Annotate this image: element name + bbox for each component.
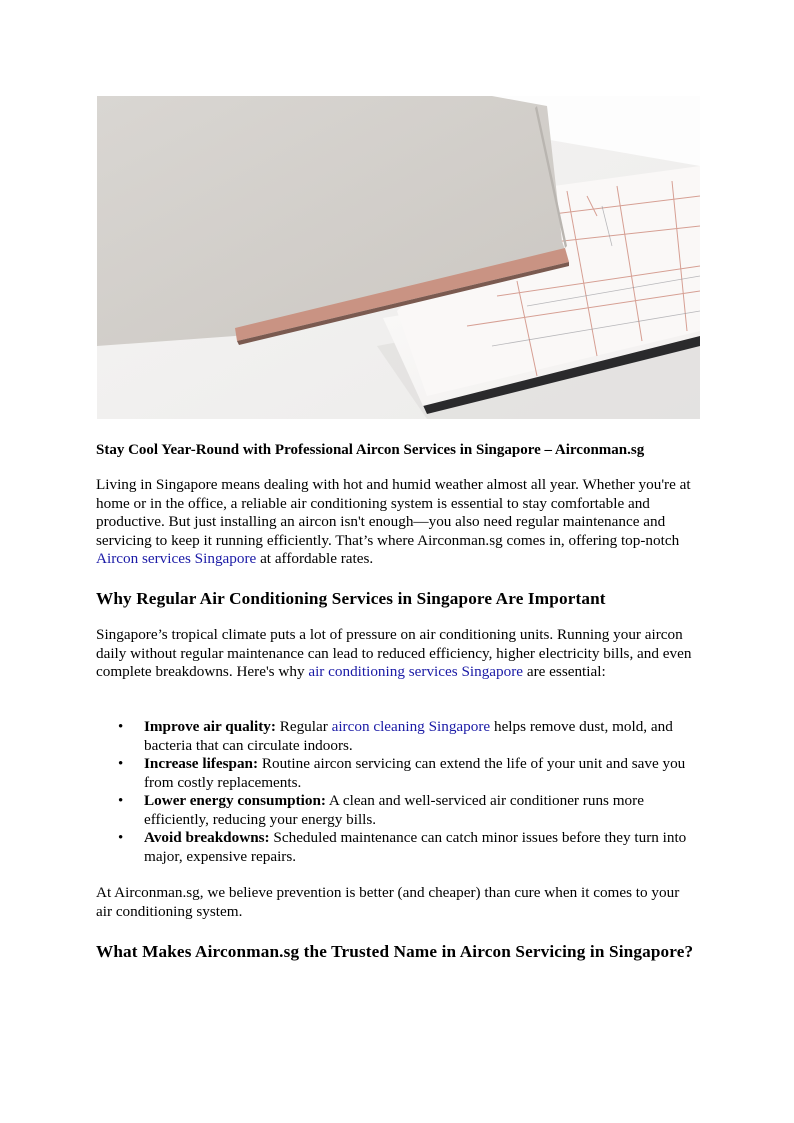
air-conditioning-services-link[interactable]: air conditioning services Singapore <box>308 663 524 680</box>
article-title: Stay Cool Year-Round with Professional Aircon Services in Singapore – Airconman.sg <box>96 442 645 458</box>
bullet-label: Improve air quality: <box>144 718 276 735</box>
bullet-icon: • <box>118 719 124 735</box>
importance-text-end: are essential: <box>523 663 606 680</box>
aircon-cleaning-link[interactable]: aircon cleaning Singapore <box>331 718 491 735</box>
bullet-label: Lower energy consumption: <box>144 792 326 809</box>
intro-paragraph <box>96 476 696 569</box>
list-item <box>96 829 696 866</box>
section-heading-importance: Why Regular Air Conditioning Services in Singapore Are Important <box>96 589 606 608</box>
aircon-services-link[interactable]: Aircon services Singapore <box>96 550 257 567</box>
list-item <box>96 792 696 829</box>
bullet-label: Increase lifespan: <box>144 755 259 772</box>
list-item <box>96 755 696 792</box>
bullet-text-end: helps remove dust, mold, and bacteria that can circulate indoors. <box>144 718 673 754</box>
bullet-icon: • <box>118 793 124 809</box>
bullet-text: A clean and well-serviced air conditioner runs more efficiently, reducing your energy bills. <box>144 792 644 828</box>
list-item <box>96 718 696 755</box>
intro-text: Living in Singapore means dealing with hot and humid weather almost all year. Whether you're at home or in the office, a reliable air conditioning system is essential to stay comfortable and productive. But just installing an aircon isn't enough—you also need regular maintenance and servicing to keep it running efficiently. That’s where Airconman.sg comes in, offering top-notch <box>96 476 691 549</box>
intro-text-end: at affordable rates. <box>256 550 374 567</box>
bullet-text: Regular <box>275 718 332 735</box>
bullet-label: Avoid breakdowns: <box>144 829 270 846</box>
bullet-text: Routine aircon servicing can extend the life of your unit and save you from costly replacements. <box>144 755 686 791</box>
bullet-text: Scheduled maintenance can catch minor issues before they turn into major, expensive repairs. <box>144 829 687 865</box>
closing-paragraph: At Airconman.sg, we believe prevention is better (and cheaper) than cure when it comes to your air conditioning system. <box>96 884 680 920</box>
bullet-icon: • <box>118 830 124 846</box>
notebook-illustration <box>97 96 700 419</box>
hero-image <box>97 96 700 419</box>
benefits-list <box>96 718 696 866</box>
importance-text: Singapore’s tropical climate puts a lot of pressure on air conditioning units. Running your aircon daily without regular maintenance can lead to reduced efficiency, higher electricity bills, and even complete breakdowns. Here's why <box>96 626 692 680</box>
section-heading-trusted: What Makes Airconman.sg the Trusted Name in Aircon Servicing in Singapore? <box>96 942 694 961</box>
importance-paragraph <box>96 626 696 682</box>
bullet-icon: • <box>118 756 124 772</box>
